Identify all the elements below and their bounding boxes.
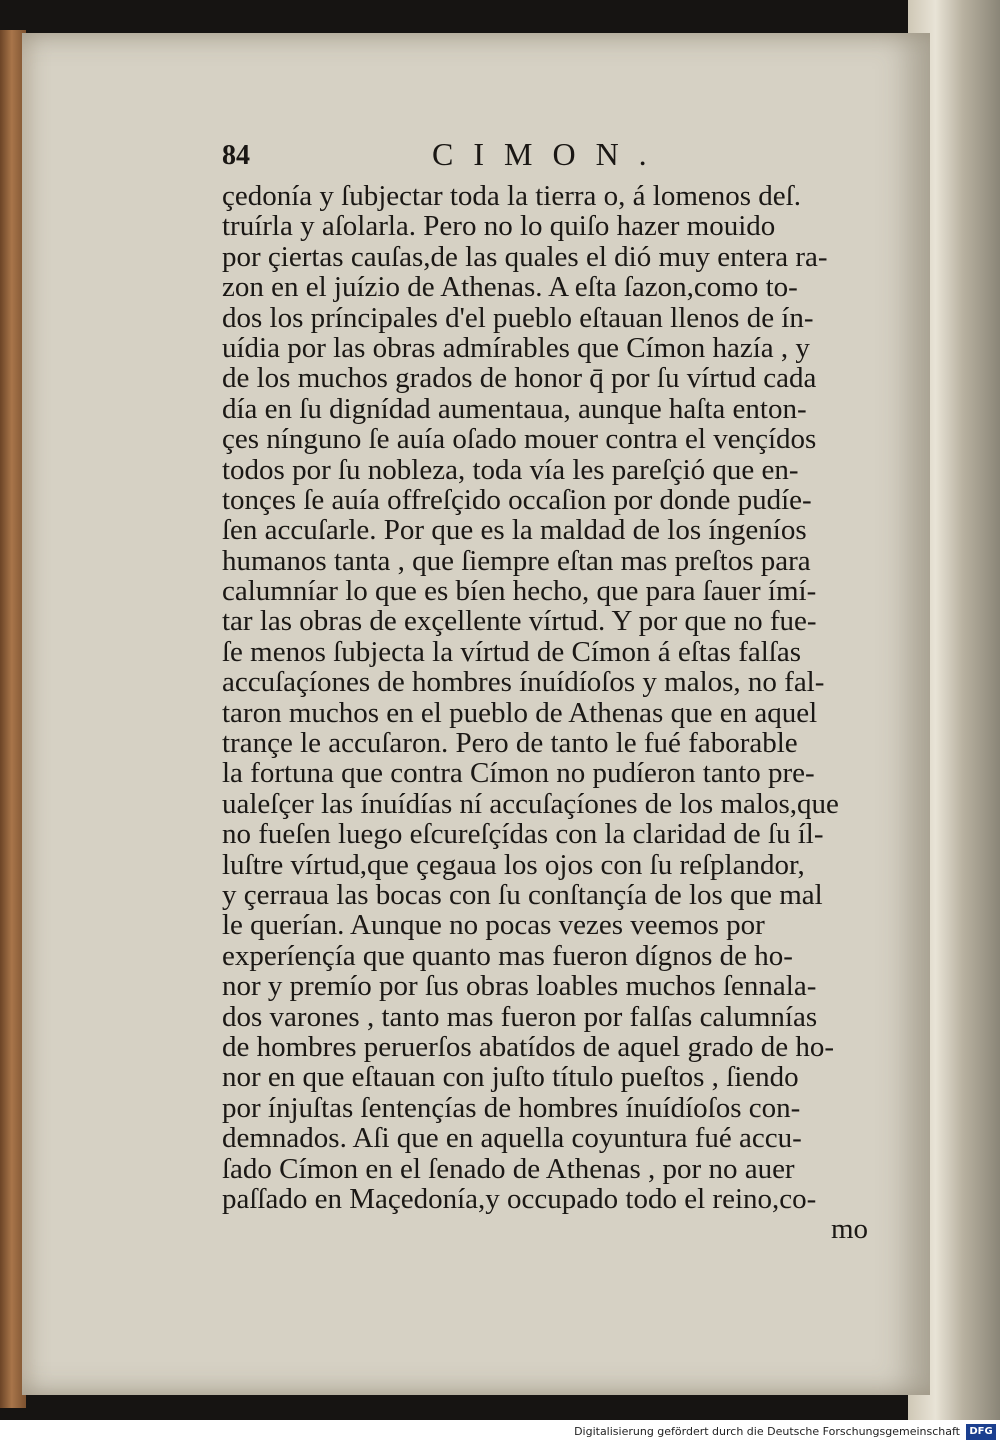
text-line: y çerraua las bocas con ſu conſtançía de los que mal [222,878,823,911]
text-line: tonçes ſe auía offreſçido occaſion por donde pudíe- [222,483,812,516]
text-line: por ínjuſtas ſentençías de hombres ínuídíoſos con- [222,1091,801,1124]
page-number: 84 [222,140,250,171]
text-line: todos por ſu nobleza, toda vía les pareſçió que en- [222,453,799,486]
text-line: de los muchos grados de honor q̄ por ſu vírtud cada [222,362,817,395]
text-line: çes nínguno ſe auía oſado mouer contra el vençídos [222,423,817,456]
text-line: taron muchos en el pueblo de Athenas que en aquel [222,696,818,729]
text-line: luſtre vírtud,que çegaua los ojos con ſu reſplandor, [222,848,805,881]
text-line: la fortuna que contra Címon no pudíeron tanto pre- [222,757,815,790]
text-line: nor y premío por ſus obras loables muchos ſennala- [222,970,817,1003]
text-line: paſſado en Maçedonía,y occupado todo el reino,co- [222,1182,817,1215]
page-header [222,110,822,172]
text-line: nor en que eſtauan con juſto título pueſtos , ſiendo [222,1061,799,1094]
text-line: ualeſçer las ínuídías ní accuſaçíones de los malos,que [222,787,839,820]
text-line: uídia por las obras admírables que Címon hazía , y [222,331,810,364]
text-line: no fueſen luego eſcureſçídas con la claridad de ſu íl- [222,818,824,851]
catchword: mo [830,1213,868,1246]
body-text [222,181,872,1245]
text-line: humanos tanta , que ſiempre eſtan mas preſtos para [222,544,811,577]
funding-credit: Digitalisierung gefördert durch die Deutsche Forschungsgemeinschaft [574,1425,960,1438]
text-line: experíençía que quanto mas fueron dígnos de ho- [222,939,793,972]
text-line: tar las obras de exçellente vírtud. Y por que no fue- [222,605,817,638]
text-line: dos varones , tanto mas fueron por falſas calumnías [222,1000,818,1033]
footer-bar [0,1420,1000,1445]
text-line: día en ſu dignídad aumentaua, aunque haſta enton- [222,392,807,425]
text-line: calumníar lo que es bíen hecho, que para ſauer ímí- [222,575,817,608]
text-line: zon en el juízio de Athenas. A eſta ſazon,como to- [222,271,798,304]
text-line: ſen accuſarle. Por que es la maldad de los íngeníos [222,514,807,547]
text-line: le querían. Aunque no pocas vezes veemos por [222,909,765,942]
running-head: CIMON. [432,136,667,172]
text-line: ſado Címon en el ſenado de Athenas , por no auer [222,1152,795,1185]
text-line: ſe menos ſubjecta la vírtud de Címon á eſtas falſas [222,635,802,668]
text-line: por çiertas cauſas,de las quales el dió muy entera ra- [222,240,828,273]
dfg-logo-icon: DFG [966,1424,996,1440]
text-line: accuſaçíones de hombres ínuídíoſos y malos, no fal- [222,666,825,699]
text-line: trançe le accuſaron. Pero de tanto le fué faborable [222,727,798,760]
text-line: demnados. Aſi que en aquella coyuntura fué accu- [222,1122,802,1155]
text-line: de hombres peruerſos abatídos de aquel grado de ho- [222,1030,835,1063]
text-line: truírla y aſolarla. Pero no lo quiſo hazer mouido [222,210,776,243]
text-line: çedonía y ſubjectar toda la tierra o, á lomenos deſ. [222,180,801,212]
text-line: dos los príncipales d'el pueblo eſtauan llenos de ín- [222,301,814,334]
